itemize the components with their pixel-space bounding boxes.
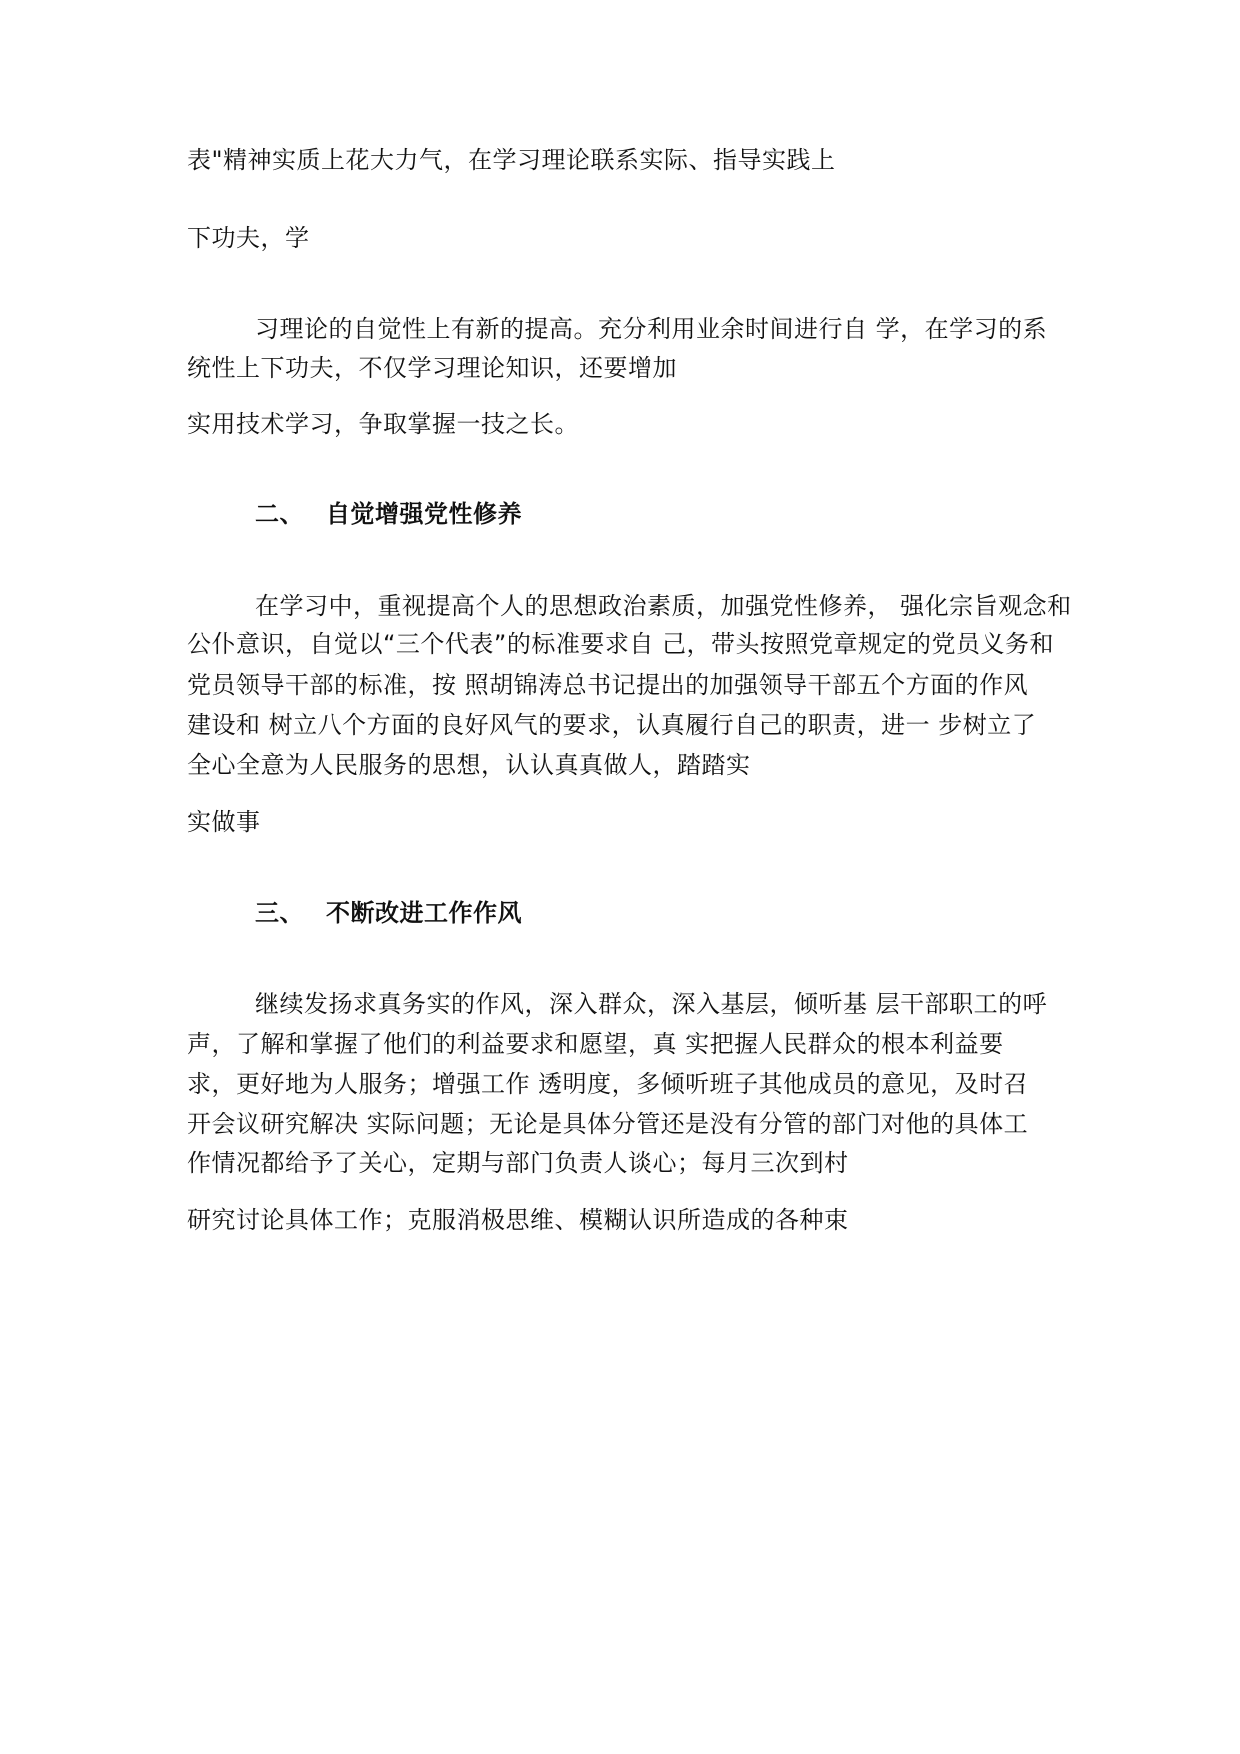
body-text-line: 下功夫，学 — [187, 224, 310, 252]
paragraph-text-line: 建设和 树立八个方面的良好风气的要求，认真履行自己的职责，进一 步树立了 — [187, 711, 1037, 739]
section-title: 不断改进工作作风 — [326, 899, 522, 927]
paragraph-text-line: 作情况都给予了关心，定期与部门负责人谈心；每月三次到村 — [187, 1149, 849, 1177]
section-title: 自觉增强党性修养 — [326, 500, 522, 528]
section-heading — [255, 498, 522, 530]
paragraph-text-line: 全心全意为人民服务的思想，认认真真做人，踏踏实 — [187, 751, 751, 779]
paragraph-text-line: 习理论的自觉性上有新的提高。充分利用业余时间进行自 学，在学习的系 — [255, 315, 1048, 343]
body-text-line: 表"精神实质上花大力气，在学习理论联系实际、指导实践上 — [187, 146, 836, 174]
paragraph-text-line: 统性上下功夫，不仅学习理论知识，还要增加 — [187, 354, 677, 382]
paragraph-text-line: 求，更好地为人服务；增强工作 透明度，多倾听班子其他成员的意见，及时召 — [187, 1070, 1029, 1098]
paragraph-text-line: 党员领导干部的标准，按 照胡锦涛总书记提出的加强领导干部五个方面的作风 — [187, 671, 1029, 699]
paragraph-text-line: 声，了解和掌握了他们的利益要求和愿望，真 实把握人民群众的根本利益要 — [187, 1030, 1004, 1058]
paragraph-text-line: 开会议研究解决 实际问题；无论是具体分管还是没有分管的部门对他的具体工 — [187, 1110, 1029, 1138]
paragraph-text-line: 公仆意识，自觉以“三个代表”的标准要求自 己，带头按照党章规定的党员义务和 — [187, 630, 1054, 658]
paragraph-text-line: 实做事 — [187, 808, 261, 836]
paragraph-text-line: 在学习中，重视提高个人的思想政治素质，加强党性修养， 强化宗旨观念和 — [255, 592, 1072, 620]
section-heading — [255, 897, 522, 929]
paragraph-text-line: 研究讨论具体工作；克服消极思维、模糊认识所造成的各种束 — [187, 1206, 849, 1234]
section-number: 三、 — [255, 899, 304, 927]
section-number: 二、 — [255, 500, 304, 528]
paragraph-text-line: 实用技术学习，争取掌握一技之长。 — [187, 410, 579, 438]
paragraph-text-line: 继续发扬求真务实的作风，深入群众，深入基层，倾听基 层干部职工的呼 — [255, 990, 1048, 1018]
